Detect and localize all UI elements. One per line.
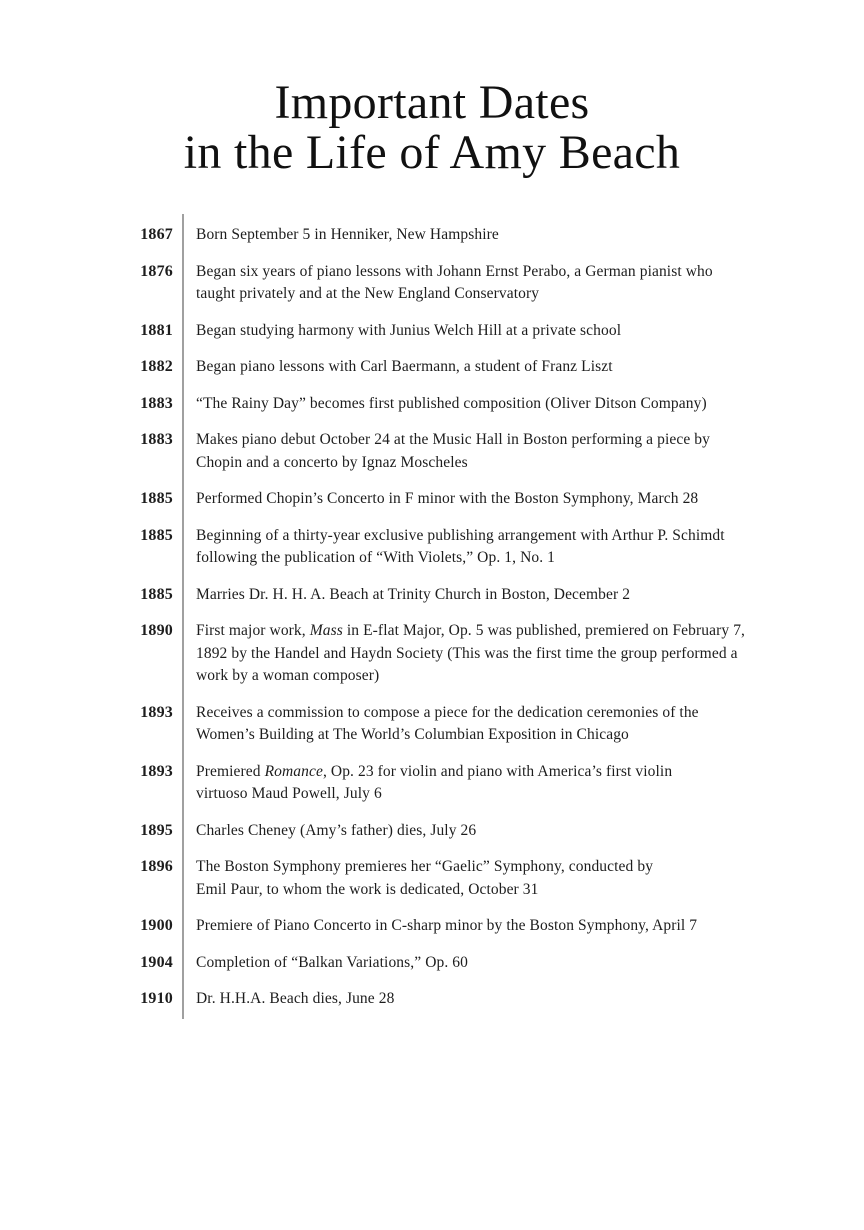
event-line <box>196 761 672 784</box>
event-line <box>196 665 745 688</box>
event-text: Dr. H.H.A. Beach dies, June 28 <box>196 990 395 1007</box>
entry-year: 1900 <box>140 917 173 934</box>
event-line <box>196 429 710 452</box>
event-line <box>196 356 613 379</box>
event-text-italic: Mass <box>309 622 343 639</box>
event-text: Premiere of Piano Concerto in C-sharp minor by the Boston Symphony, April 7 <box>196 917 698 934</box>
event-text: Began piano lessons with Carl Baermann, a student of Franz Liszt <box>196 358 613 375</box>
entry-year: 1893 <box>140 762 173 780</box>
timeline-entry <box>137 761 864 806</box>
event-text: Chopin and a concerto by Ignaz Moscheles <box>196 453 468 471</box>
entry-year: 1885 <box>140 526 173 544</box>
entry-event-text <box>196 702 699 747</box>
event-line <box>196 879 653 902</box>
entry-event-text <box>196 915 697 938</box>
timeline-entry <box>137 915 864 938</box>
page-title-line-2: in the Life of Amy Beach <box>183 126 681 179</box>
entry-event-text <box>196 952 468 975</box>
entry-event-text <box>196 224 499 247</box>
event-line <box>196 261 713 284</box>
page-title-line-1: Important Dates <box>274 76 590 129</box>
entry-event-text <box>196 525 725 570</box>
event-text: Women’s Building at The World’s Columbian Exposition in Chicago <box>196 726 629 743</box>
entry-year: 1881 <box>140 321 173 339</box>
entry-event-text <box>196 761 672 806</box>
entry-year: 1910 <box>140 990 173 1007</box>
timeline-entry <box>137 261 864 306</box>
event-text: , Op. 23 for violin and piano with America’s first violin <box>322 762 673 780</box>
timeline-entries <box>137 224 864 1011</box>
entry-year: 1904 <box>140 953 173 971</box>
event-line <box>196 488 698 511</box>
event-line <box>196 856 653 879</box>
timeline-entry <box>137 525 864 570</box>
event-line <box>196 283 713 306</box>
event-text: work by a woman composer) <box>196 667 380 684</box>
entry-year: 1882 <box>140 358 173 375</box>
entry-event-text <box>196 820 476 843</box>
event-line <box>196 224 499 247</box>
event-text: taught privately and at the New England Conservatory <box>196 285 540 302</box>
timeline-entry <box>137 429 864 474</box>
timeline-entry <box>137 584 864 607</box>
event-text: Receives a commission to compose a piece for the dedication ceremonies of the <box>196 703 699 721</box>
event-line <box>196 393 707 416</box>
timeline-entry <box>137 393 864 416</box>
event-text: Began studying harmony with Junius Welch Hill at a private school <box>196 321 622 339</box>
event-text: Performed Chopin’s Concerto in F minor with the Boston Symphony, March 28 <box>196 490 699 507</box>
event-line <box>196 584 630 607</box>
event-line <box>196 320 621 343</box>
event-text: Charles Cheney (Amy’s father) dies, July 26 <box>196 821 477 839</box>
event-line <box>196 525 725 548</box>
event-text: Makes piano debut October 24 at the Music Hall in Boston performing a piece by <box>196 431 711 448</box>
entry-year: 1883 <box>140 431 173 448</box>
event-text: Born September 5 in Henniker, New Hampshire <box>196 226 499 243</box>
entry-year: 1893 <box>140 703 173 721</box>
event-text-italic: Romance <box>264 762 323 780</box>
entry-event-text <box>196 261 713 306</box>
timeline-entry <box>137 820 864 843</box>
event-text: Marries Dr. H. H. A. Beach at Trinity Church in Boston, December 2 <box>196 585 631 603</box>
timeline-entry <box>137 224 864 247</box>
page-title <box>0 78 864 178</box>
entry-year: 1867 <box>140 226 173 243</box>
event-line <box>196 547 725 570</box>
entry-year: 1876 <box>140 262 173 280</box>
entry-event-text <box>196 988 394 1011</box>
timeline-entry <box>137 988 864 1011</box>
event-text: First major work, <box>196 622 310 639</box>
event-text: 1892 by the Handel and Haydn Society (This was the first time the group performed a <box>196 644 738 662</box>
event-line <box>196 452 710 475</box>
entry-event-text <box>196 856 653 901</box>
event-text: Completion of “Balkan Variations,” Op. 60 <box>196 953 469 971</box>
timeline-entry <box>137 952 864 975</box>
event-text: The Boston Symphony premieres her “Gaelic” Symphony, conducted by <box>196 858 654 875</box>
event-line <box>196 702 699 725</box>
event-line <box>196 724 699 747</box>
entry-event-text <box>196 356 613 379</box>
event-text: Began six years of piano lessons with Johann Ernst Perabo, a German pianist who <box>196 262 713 280</box>
event-line <box>196 915 697 938</box>
document-body <box>0 78 864 1230</box>
timeline-entry <box>137 620 864 688</box>
entry-year: 1890 <box>140 622 173 639</box>
event-line <box>196 620 745 643</box>
event-line <box>196 988 394 1011</box>
event-line <box>196 783 672 806</box>
event-text: in E-flat Major, Op. 5 was published, premiered on February 7, <box>342 622 746 639</box>
event-line <box>196 643 745 666</box>
event-line <box>196 820 476 843</box>
entry-event-text <box>196 320 621 343</box>
entry-event-text <box>196 429 710 474</box>
timeline-entry <box>137 702 864 747</box>
document-page <box>0 78 864 1230</box>
entry-event-text <box>196 620 745 688</box>
timeline-entry <box>137 320 864 343</box>
entry-year: 1896 <box>140 858 173 875</box>
event-text: “The Rainy Day” becomes first published composition (Oliver Ditson Company) <box>196 394 707 412</box>
entry-event-text <box>196 393 707 416</box>
event-text: following the publication of “With Violets,” Op. 1, No. 1 <box>196 549 556 566</box>
event-text: virtuoso Maud Powell, July 6 <box>196 785 382 802</box>
timeline-entry <box>137 488 864 511</box>
event-text: Beginning of a thirty-year exclusive publishing arrangement with Arthur P. Schimdt <box>196 526 725 544</box>
timeline <box>137 224 864 1011</box>
event-line <box>196 952 468 975</box>
entry-year: 1885 <box>140 490 173 507</box>
event-text: Emil Paur, to whom the work is dedicated, October 31 <box>196 880 539 898</box>
entry-year: 1895 <box>140 821 173 839</box>
entry-year: 1883 <box>140 394 173 412</box>
entry-event-text <box>196 584 630 607</box>
timeline-divider-line <box>182 214 184 1019</box>
timeline-entry <box>137 356 864 379</box>
event-text: Premiered <box>196 762 265 780</box>
entry-year: 1885 <box>140 585 173 603</box>
timeline-entry <box>137 856 864 901</box>
entry-event-text <box>196 488 698 511</box>
